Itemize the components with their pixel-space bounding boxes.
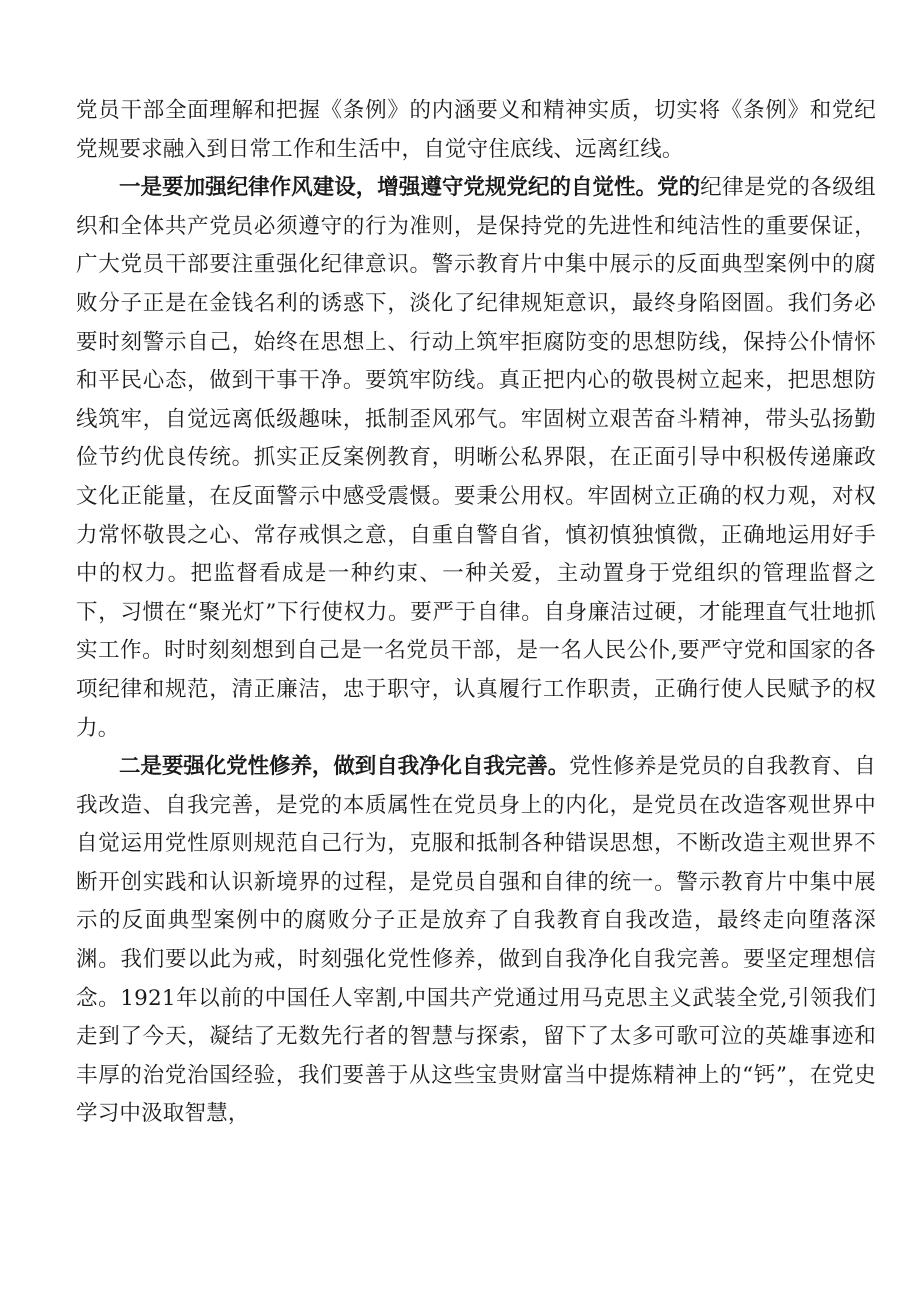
paragraph-intro-continuation	[76, 92, 876, 169]
paragraph-lead-heading: 一是要加强纪律作风建设，增强遵守党规党纪的自觉性。党的	[119, 175, 701, 201]
paragraph-text: 党性修养是党员的自我教育、自我改造、自我完善，是党的本质属性在党员身上的内化，是党员在改造客观世界中自觉运用党性原则规范自己行为，克服和抵制各种错误思想，不断改造主观世界不断开创实践和认识新境界的过程，是党员自强和自律的统一。警示教育片中集中展示的反面典型案例中的腐败分子正是放弃了自我教育自我改造，最终走向堕落深渊。我们要以此为戒，时刻强化党性修养，做到自我净化自我完善。要坚定理想信念。1921年以前的中国任人宰割,中国共产党通过用马克思主义武装全党,引领我们走到了今天，凝结了无数先行者的智慧与探索，留下了太多可歌可泣的英雄事迹和丰厚的治党治国经验，我们要善于从这些宝贵财富当中提炼精神上的“钙”，在党史学习中汲取智慧，	[76, 754, 876, 1127]
paragraph-text: 纪律是党的各级组织和全体共产党员必须遵守的行为准则，是保持党的先进性和纯洁性的重要保证，广大党员干部要注重强化纪律意识。警示教育片中集中展示的反面典型案例中的腐败分子正是在金钱名利的诱惑下，淡化了纪律规矩意识，最终身陷囹圄。我们务必要时刻警示自己，始终在思想上、行动上筑牢拒腐防变的思想防线，保持公仆情怀和平民心态，做到干事干净。要筑牢防线。真正把内心的敬畏树立起来，把思想防线筑牢，自觉远离低级趣味，抵制歪风邪气。牢固树立艰苦奋斗精神，带头弘扬勤俭节约优良传统。抓实正反案例教育，明晰公私界限，在正面引导中积极传递廉政文化正能量，在反面警示中感受震慑。要秉公用权。牢固树立正确的权力观，对权力常怀敬畏之心、常存戒惧之意，自重自警自省，慎初慎独慎微，正确地运用好手中的权力。把监督看成是一种约束、一种关爱，主动置身于党组织的管理监督之下，习惯在“聚光灯”下行使权力。要严于自律。自身廉洁过硬，才能理直气壮地抓实工作。时时刻刻想到自己是一名党员干部，是一名人民公仆,要严守党和国家的各项纪律和规范，清正廉洁，忠于职守，认真履行工作职责，正确行使人民赋予的权力。	[76, 175, 877, 741]
paragraph-lead-heading: 二是要强化党性修养，做到自我净化自我完善。	[119, 754, 570, 780]
paragraph-text: 党员干部全面理解和把握《条例》的内涵要义和精神实质，切实将《条例》和党纪党规要求融入到日常工作和生活中，自觉守住底线、远离红线。	[76, 98, 876, 162]
paragraph-party-spirit	[76, 748, 876, 1134]
paragraph-discipline	[76, 169, 876, 748]
document-body	[76, 92, 876, 1134]
